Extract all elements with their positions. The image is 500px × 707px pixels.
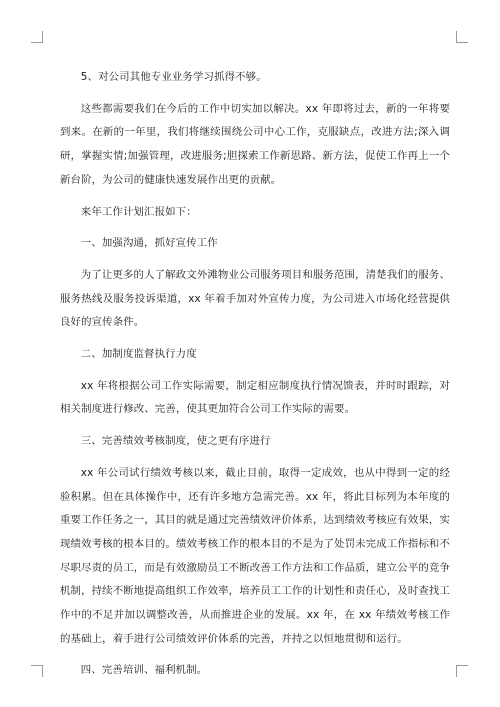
section-heading-4: 四、完善培训、福利机制。 [80, 664, 208, 677]
paragraph-section-3: xx 年公司试行绩效考核以来，截止目前，取得一定成效，也从中得到一定的经验积累。但在具体操作中，还有许多地方急需完善。xx 年，将此目标列为本年度的重要工作任务之一，其目的就是通过完善绩效评价体系，达到绩效考核应有效果，实现绩效考核的根本目的。绩效考核工作的根本目的不是为了处罚未完成工作指标和不尽职尽责的员工，而是有效激励员工不断改善工作方法和工作品质，建立公平的竞争机制，持续不断地提高组织工作效率，培养员工工作的计划性和责任心，及时查找工作中的不足并加以调整改善，从而推进企业的发展。xx 年，在 xx 年绩效考核工作的基础上，着手进行公司绩效评价体系的完善，并持之以恒地贯彻和运行。 [60, 466, 450, 645]
document-body [60, 66, 450, 683]
paragraph-section-2: xx 年将根据公司工作实际需要，制定相应制度执行情况馈表，并时时跟踪，对相关制度进行修改、完善，使其更加符合公司工作实际的需要。 [60, 379, 450, 416]
plan-intro: 来年工作计划汇报如下： [80, 205, 197, 218]
crop-mark-bottom-right [456, 665, 468, 677]
crop-mark-bottom-left [31, 665, 43, 677]
section-heading-1: 一、加强沟通，抓好宣传工作 [80, 237, 218, 250]
paragraph-summary: 这些都需要我们在今后的工作中切实加以解决。xx 年即将过去，新的一年将要到来。在新的一年里，我们将继续围绕公司中心工作，克服缺点，改进方法;深入调研，掌握实情;加强管理，改进服务;胆探索工作新思路、新方法，促使工作再上一个新台阶，为公司的健康快速发展作出更的贡献。 [60, 102, 450, 186]
section-heading-2: 二、加制度监督执行力度 [80, 348, 197, 361]
paragraph-section-1: 为了让更多的人了解政文外滩物业公司服务项目和服务范围，清楚我们的服务、服务热线及服务投诉渠道，xx 年着手加对外宣传力度，为公司进入市场化经营提供良好的宣传条件。 [60, 268, 450, 329]
section-heading-3: 三、完善绩效考核制度，使之更有序进行 [80, 435, 271, 448]
crop-mark-top-left [31, 31, 43, 43]
crop-mark-top-right [456, 31, 468, 43]
list-item-5: 5、对公司其他专业业务学习抓得不够。 [80, 71, 267, 83]
